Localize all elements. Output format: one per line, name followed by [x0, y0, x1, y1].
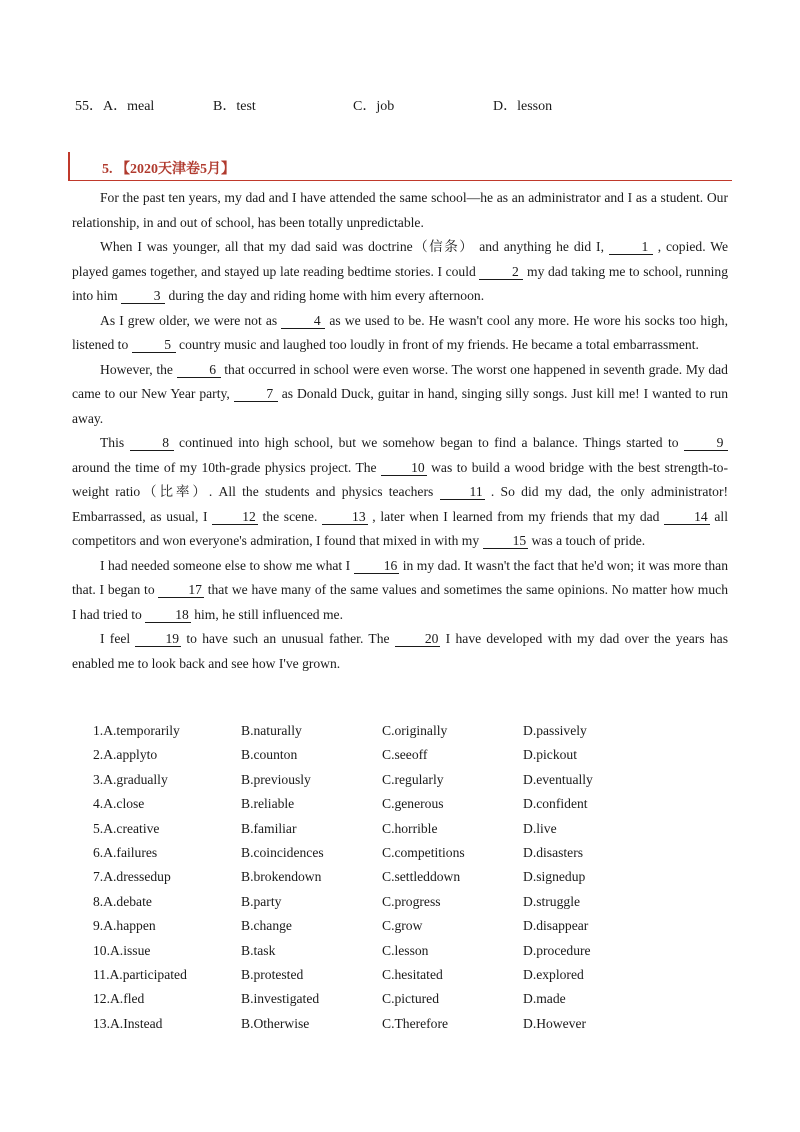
- option-d: D.disappear: [523, 918, 589, 934]
- option-a: 11.A.participated: [93, 966, 187, 982]
- section-title: 5. 【2020天津卷5月】: [102, 162, 235, 177]
- blank-11: 11: [440, 484, 485, 500]
- option-c: C.horrible: [382, 820, 438, 836]
- q55-option-a-text: A．meal: [103, 99, 155, 114]
- blank-4: 4: [281, 313, 325, 329]
- option-c: C.settleddown: [382, 869, 461, 885]
- paragraph-2: [72, 235, 728, 309]
- blank-7: 7: [234, 386, 278, 402]
- text: the scene.: [257, 508, 323, 524]
- text: As I grew older, we were not as: [100, 312, 282, 328]
- option-d: D.eventually: [523, 771, 593, 787]
- paragraph-7: [72, 627, 728, 676]
- option-a: 10.A.issue: [93, 942, 151, 958]
- option-b: B.familiar: [241, 820, 297, 836]
- option-a: 1.A.temporarily: [93, 723, 180, 738]
- option-b: B.previously: [241, 771, 311, 787]
- option-d: D.made: [523, 991, 566, 1007]
- text: . So did my dad, the only administrator! Embarrassed, as usual, I: [72, 484, 728, 524]
- blank-15: 15: [483, 533, 529, 549]
- text: For the past ten years, my dad and I have attended the same school—he as an administrator and I as a student. Our relationship, in and out of school, has been totally unpredictable.: [72, 190, 728, 230]
- option-c: C.regularly: [382, 771, 444, 787]
- option-b: B.task: [241, 942, 276, 958]
- option-row-9: [93, 918, 593, 942]
- text: , later when I learned from my friends that my dad: [367, 508, 665, 524]
- question-55: [75, 95, 552, 115]
- option-b: B.coincidences: [241, 844, 324, 860]
- option-d: D.procedure: [523, 942, 591, 958]
- q55-option-d: D．lesson: [493, 99, 553, 114]
- paragraph-3: [72, 309, 728, 358]
- option-a: 6.A.failures: [93, 844, 158, 860]
- option-c: C.pictured: [382, 991, 440, 1007]
- option-c: C.originally: [382, 723, 448, 738]
- option-row-2: [93, 747, 593, 771]
- blank-9: 9: [684, 435, 728, 451]
- text: was a touch of pride.: [528, 533, 646, 548]
- option-c: C.Therefore: [382, 1015, 449, 1031]
- option-a: 7.A.dressedup: [93, 869, 171, 885]
- q55-number: 55．: [75, 99, 103, 114]
- option-a: 13.A.Instead: [93, 1015, 163, 1031]
- text: I have developed with my dad over the years has enabled me to look back and see how I've grown.: [72, 631, 728, 671]
- option-a: 12.A.fled: [93, 991, 145, 1007]
- option-b: B.investigated: [241, 991, 320, 1007]
- option-row-10: [93, 943, 593, 967]
- option-row-12: [93, 991, 593, 1015]
- text: all competitors and won everyone's admiration, I found that mixed in with my: [72, 508, 728, 548]
- option-b: B.reliable: [241, 796, 295, 812]
- option-b: B.counton: [241, 747, 298, 763]
- blank-17: 17: [158, 582, 204, 598]
- option-a: 4.A.close: [93, 796, 145, 812]
- section-header: [68, 152, 732, 181]
- option-d: D.signedup: [523, 869, 586, 885]
- option-a: 2.A.applyto: [93, 747, 158, 763]
- paragraph-1: [72, 186, 728, 235]
- option-d: D.pickout: [523, 747, 577, 763]
- text: continued into high school, but we somehow began to find a balance. Things started to: [173, 435, 684, 450]
- blank-12: 12: [212, 509, 258, 525]
- paragraph-4: [72, 358, 728, 432]
- text: to have such an unusual father. The: [181, 631, 395, 646]
- option-b: B.change: [241, 918, 292, 934]
- blank-13: 13: [322, 509, 368, 525]
- option-row-8: [93, 894, 593, 918]
- text: in my dad. It wasn't the fact that he'd won; it was more than that. I began to: [72, 557, 729, 597]
- blank-16: 16: [354, 558, 400, 574]
- option-c: C.competitions: [382, 844, 465, 860]
- text: my dad taking me to school, running into him: [72, 263, 729, 303]
- option-row-5: [93, 821, 593, 845]
- blank-1: 1: [609, 239, 653, 255]
- option-row-1: [93, 723, 593, 747]
- option-row-11: [93, 967, 593, 991]
- q55-option-b: B．test: [213, 99, 256, 114]
- blank-3: 3: [121, 288, 165, 304]
- option-b: B.party: [241, 893, 282, 909]
- option-d: D.However: [523, 1015, 587, 1031]
- option-row-6: [93, 845, 593, 869]
- text: him, he still influenced me.: [190, 606, 343, 622]
- text: When I was younger, all that my dad said was doctrine（信条） and anything he did I,: [100, 239, 609, 254]
- text: I had needed someone else to show me what I: [100, 557, 354, 573]
- text: , copied. We played games together, and stayed up late reading bedtime stories. I could: [72, 239, 728, 279]
- option-b: B.Otherwise: [241, 1015, 310, 1031]
- option-a: 5.A.creative: [93, 820, 160, 836]
- blank-20: 20: [395, 631, 441, 647]
- blank-19: 19: [135, 631, 181, 647]
- q55-option-c: C．job: [353, 99, 395, 114]
- option-c: C.progress: [382, 893, 441, 909]
- option-row-3: [93, 772, 593, 796]
- text: that occurred in school were even worse. The worst one happened in seventh grade. My dad came to our New Year party,: [72, 361, 728, 401]
- text: during the day and riding home with him every afternoon.: [165, 288, 485, 303]
- text: that we have many of the same values and sometimes the same opinions. No matter how much I had tried to: [72, 582, 728, 622]
- blank-18: 18: [145, 607, 191, 623]
- option-b: B.protested: [241, 966, 304, 982]
- option-row-13: [93, 1016, 593, 1040]
- option-a: 9.A.happen: [93, 918, 156, 934]
- text: This: [100, 435, 130, 450]
- option-a: 3.A.gradually: [93, 771, 168, 787]
- option-c: C.generous: [382, 796, 444, 812]
- paragraph-6: [72, 554, 728, 628]
- option-b: B.naturally: [241, 723, 302, 738]
- option-c: C.grow: [382, 918, 423, 934]
- answer-options: [93, 723, 593, 1040]
- text: I feel: [100, 631, 136, 646]
- text: as Donald Duck, guitar in hand, singing silly songs. Just kill me! I wanted to run away.: [72, 386, 728, 426]
- option-b: B.brokendown: [241, 869, 322, 885]
- blank-6: 6: [177, 362, 221, 378]
- option-d: D.confident: [523, 796, 588, 812]
- text: around the time of my 10th-grade physics project. The: [72, 459, 382, 475]
- paragraph-5: [72, 431, 728, 554]
- blank-2: 2: [479, 264, 523, 280]
- option-row-4: [93, 796, 593, 820]
- option-a: 8.A.debate: [93, 893, 152, 909]
- option-row-7: [93, 869, 593, 893]
- q55-option-a: [75, 95, 213, 115]
- option-c: C.lesson: [382, 942, 429, 958]
- option-c: C.hesitated: [382, 966, 443, 982]
- text: was to build a wood bridge with the best strength-to-weight ratio（比率）. All the students and physics teachers: [72, 459, 728, 499]
- option-d: D.live: [523, 820, 557, 836]
- blank-8: 8: [130, 435, 174, 451]
- blank-10: 10: [381, 460, 427, 476]
- cloze-passage: [72, 186, 728, 676]
- blank-14: 14: [664, 509, 710, 525]
- text: However, the: [100, 361, 177, 377]
- option-d: D.explored: [523, 966, 584, 982]
- option-d: D.struggle: [523, 893, 581, 909]
- blank-5: 5: [132, 337, 176, 353]
- text: as we used to be. He wasn't cool any more. He wore his socks too high, listened to: [72, 312, 728, 352]
- option-c: C.seeoff: [382, 747, 428, 763]
- option-d: D.disasters: [523, 844, 584, 860]
- text: country music and laughed too loudly in front of my friends. He became a total embarrassment.: [175, 337, 699, 352]
- option-d: D.passively: [523, 723, 587, 738]
